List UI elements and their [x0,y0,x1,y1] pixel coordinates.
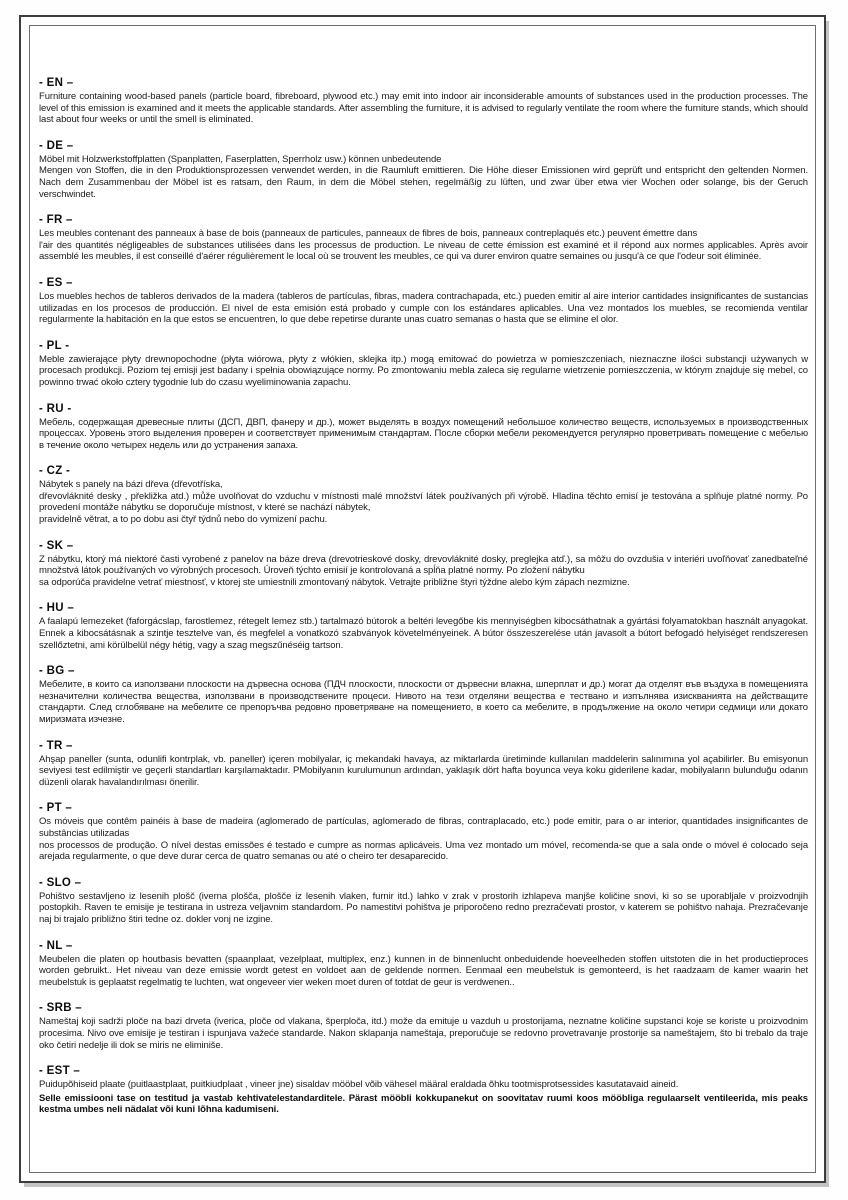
language-section [39,665,808,725]
section-paragraphs [39,479,808,525]
section-paragraph: Les meubles contenant des panneaux à base de bois (panneaux de particules, panneaux de fibres de bois, panneaux contreplaqués etc.) peuvent émettre dans [39,228,698,240]
section-heading: - EST – [39,1065,81,1078]
section-heading: - BG – [39,665,75,678]
section-paragraph: Meble zawierające płyty drewnopochodne (płyta wiórowa, płyty z włókien, sklejka itp.) mogą emitować do powietrza w pomieszczeniach, nieznaczne ilości substancji używanych w procesach produkcji. Poziom tej emisji jest badany i spełnia obowiązujące normy. Po zmontowaniu mebla zaleca się regularne wietrzenie pomieszczenia, w którym znajduje się mebel, co powinno trwać około cztery tygodnie lub do czasu wyeliminowania zapachu. [39,353,808,388]
section-heading: - DE – [39,139,74,152]
language-section [39,877,808,926]
language-section [39,802,808,862]
section-paragraph: Nábytek s panely na bázi dřeva (dřevotříska, [39,479,223,491]
section-paragraph: dřevovláknité desky , překližka atd.) může uvolňovat do vzduchu v místnosti malé množství látek používaných při výrobě. Hladina těchto emisí je testována a splňuje platné normy. Po provedení montáže nábytku se doporučuje místnost, v které se nachází nábytek, [39,490,808,514]
section-heading: - SK – [39,539,74,552]
section-heading: - NL – [39,939,73,952]
section-paragraph: Möbel mit Holzwerkstoffplatten (Spanplatten, Faserplatten, Sperrholz usw.) können unbedeutende [39,153,442,165]
section-paragraph: Nameštaj koji sadrži ploče na bazi drveta (iverica, ploče od vlakana, šperploča, itd.) može da emituje u vazduh u prostorijama, neznatne količine supstanci koje se koriste u proizvodnim procesima. Nivo ove emisije je testiran i ispunjava važeće standarde. Nakon sklapanja nameštaja, preporučuje se redovno provetravanje prostorije sa nameštajem, što bi trebalo da traje oko četiri nedelje ili dok se miris ne eliminiše. [39,1016,808,1051]
language-section [39,540,808,589]
language-section [39,465,808,525]
section-paragraphs [39,291,808,326]
language-section [39,340,808,389]
section-paragraphs [39,816,808,862]
section-paragraph: Ahşap paneller (sunta, odunlifi kontrplak, vb. paneller) içeren mobilyalar, iç mekandaki havaya, az miktarlarda üretiminde kullanılan maddelerin salınımına yol açabilirler. Bu emisyonun seviyesi test edilmiştir ve geçerli standartları karşılamaktadır. PMobilyanın kurulumunun ardından, yaklaşık dört hafta boyunca veya koku giderilene kadar, mobilyaların bulunduğu odanın düzenli olarak havalandırılması önerilir. [39,753,808,788]
section-paragraph: Los muebles hechos de tableros derivados de la madera (tableros de partículas, fibras, madera contrachapada, etc.) pueden emitir al aire interior cantidades insignificantes de sustancias utilizadas en los procesos de producción. El nivel de esta emisión está probado y cumple con los estándares aplicables. Una vez montados los muebles, se recomienda ventilar regularmente la habitación en la que estos se encuentren, lo que debe repetirse durante unas cuatro semanas o hasta que se elimine el olor. [39,290,808,326]
section-paragraphs [39,354,808,389]
section-heading: - TR – [39,739,73,752]
section-heading: - PL - [39,339,70,352]
section-paragraph: A faalapú lemezeket (faforgácslap, farostlemez, rétegelt lemez stb.) tartalmazó bútorok a beltéri levegőbe kis mennyiségben kibocsáthatnak a gyártási folyamatokban használt anyagokat. Ennek a kibocsátásnak a szintje tesztelve van, és megfelel a vonatkozó szabványok követelményeinek. A bútor összeszerelése után javasolt a bútort befogadó helyiséget rendszeresen szellőztetni, ami körülbelül négy hétig, vagy a szag megszűnéséig tartson. [39,616,808,651]
section-paragraph: Мебель, содержащая древесные плиты (ДСП, ДВП, фанеру и др.), может выделять в воздух помещений небольшое количество веществ, используемых в производственных процессах. Уровень этого выделения проверен и соответствует применимым стандартам. После сборки мебели рекомендуется регулярно проветривать помещение с мебелью в течение около четырех недель или до устранения запаха. [39,416,808,451]
section-heading: - SLO – [39,876,82,889]
section-paragraphs [39,679,808,725]
section-paragraphs [39,554,808,589]
section-heading: - HU – [39,602,75,615]
section-paragraphs [39,954,808,989]
section-paragraph: Furniture containing wood-based panels (particle board, fibreboard, plywood etc.) may emit into indoor air inconsiderable amounts of substances used in the production processes. The level of this emission is examined and it meets the applicable standards. After assembling the furniture, it is advised to regularly ventilate the room where the furniture stands, which should last about four weeks or until the smell is eliminated. [39,91,808,126]
language-section [39,1002,808,1051]
language-section [39,403,808,452]
section-heading: - FR – [39,214,73,227]
section-paragraph: Pohištvo sestavljeno iz lesenih plošč (iverna plošča, plošče iz lesenih vlaken, furnir itd.) lahko v zrak v prostorih izhlapeva manjše količine snovi, ki so se uporabljale v proizvodnjih postopkih. Raven te emisije je testirana in ustreza veljavnim standardom. Po namestitvi pohištva je priporočeno redno prezračevati prostor, v katerem se pohištvo nahaja. Prezračevanje naj bi trajalo približno štiri tedne oz. dokler vonj ne izgine. [39,890,808,925]
section-paragraph: Os móveis que contêm painéis à base de madeira (aglomerado de partículas, aglomerado de fibras, contraplacado, etc.) pode emitir, para o ar interior, quantidades insignificantes de substâncias utilizadas [39,816,808,839]
language-section [39,214,808,263]
section-paragraph: Z nábytku, ktorý má niektoré časti vyrobené z panelov na báze dreva (drevotrieskové dosky, drevovláknité dosky, preglejka atď.), sa môžu do ovzdušia v interiéri uvoľňovať zanedbateľné množstvá látok používaných vo výrobných procesoch. Úroveň týchto emisií je kontrolovaná a spĺňa platné normy. Po zložení nábytku [39,553,808,577]
section-paragraph: l'air des quantités négligeables de substances utilisées dans les processus de production. Le niveau de cette émission est examiné et il répond aux normes applicables. Après avoir assemblé les meubles, il est conseillé d'aérer régulièrement le local où se trouvent les meubles, ce qui va durer environ quatre semaines ou jusqu'à ce que l'odeur soit éliminée. [39,239,808,263]
language-section [39,140,808,200]
section-paragraphs [39,616,808,651]
section-heading: - EN – [39,77,74,89]
section-paragraphs [39,891,808,926]
section-heading: - CZ - [39,465,71,478]
document-sections [39,77,808,1116]
language-section [39,602,808,651]
section-paragraph: pravidelně větrat, a to po dobu asi čtyř týdnů nebo do vymizení pachu. [39,514,328,526]
section-paragraph: sa odporúča pravidelne vetrať miestnosť, v ktorej ste umiestnili zmontovaný nábytok. Vetrajte približne štyri týždne alebo kým zápach nezmizne. [39,576,630,588]
section-paragraphs [39,754,808,789]
section-paragraph: Мебелите, в които са използвани плоскости на дървесна основа (ПДЧ плоскости, плоскости от дървесни влакна, шперплат и др.) могат да отделят във въздуха в помещенията незначителни количества вещества, използвани в производствените процеси. Нивото на тези отделяни вещества е тествано и изпълнява изискванията на действащите стандарти. След сглобяване на мебелите се препоръчва редовно проветряване на помещението, в което са мебелите, в продължение на около четири седмици или докато миризмата изчезне. [39,679,808,725]
language-section [39,940,808,989]
section-heading: - ES – [39,276,73,289]
section-paragraphs [39,1079,808,1116]
section-heading: - PT – [39,802,73,815]
language-section [39,77,808,126]
outer-border-frame [19,15,826,1183]
language-section [39,740,808,789]
language-section [39,277,808,326]
section-paragraph: Puidupõhiseid plaate (puitlaastplaat, puitkiudplaat , vineer jne) sisaldav mööbel võib vähesel määral eraldada õhku tootmisprotsessides kasutatavaid aineid. [39,1079,679,1091]
section-paragraphs [39,228,808,263]
section-paragraphs [39,1016,808,1051]
section-paragraph: Selle emissiooni tase on testitud ja vastab kehtivatelestandarditele. Pärast mööbli kokkupanekut on soovitatav ruumi koos mööbliga regulaarselt ventileerida, mis peaks kestma umbes neli nädalat või kuni lõhna kadumiseni. [39,1092,808,1116]
section-paragraphs [39,91,808,126]
section-paragraphs [39,417,808,452]
section-paragraph: Mengen von Stoffen, die in den Produktionsprozessen verwendet werden, in die Raumluft emittieren. Die Höhe dieser Emissionen wird geprüft und entspricht den geltenden Normen. Nach dem Zusammenbau der Möbel ist es ratsam, den Raum, in dem die Möbel stehen, regelmäßig zu lüften, und zwar über etwa vier Wochen oder solange, bis der Geruch verschwindet. [39,165,808,200]
section-paragraph: nos processos de produção. O nível destas emissões é testado e cumpre as normas aplicáveis. Uma vez montado um móvel, recomenda-se que a sala onde o móvel é colocado seja arejada regularmente, o que deve durar cerca de quatro semanas ou até o cheiro ter desaparecido. [39,839,808,863]
language-section [39,1065,808,1116]
section-heading: - RU - [39,402,72,415]
section-paragraph: Meubelen die platen op houtbasis bevatten (spaanplaat, vezelplaat, multiplex, enz.) kunnen in de binnenlucht onbeduidende hoeveelheden stoffen uitstoten die in het productieproces worden gebruikt.. Het niveau van deze emissie wordt getest en voldoet aan de geldende normen. Eenmaal een meubelstuk is gemonteerd, is het raadzaam de kamer waarin het meubelstuk is geplaatst regelmatig te luchten, wat ongeveer vier weken moet duren of totdat de geur is verdwenen.. [39,953,808,988]
section-paragraphs [39,154,808,200]
section-heading: - SRB – [39,1002,82,1015]
